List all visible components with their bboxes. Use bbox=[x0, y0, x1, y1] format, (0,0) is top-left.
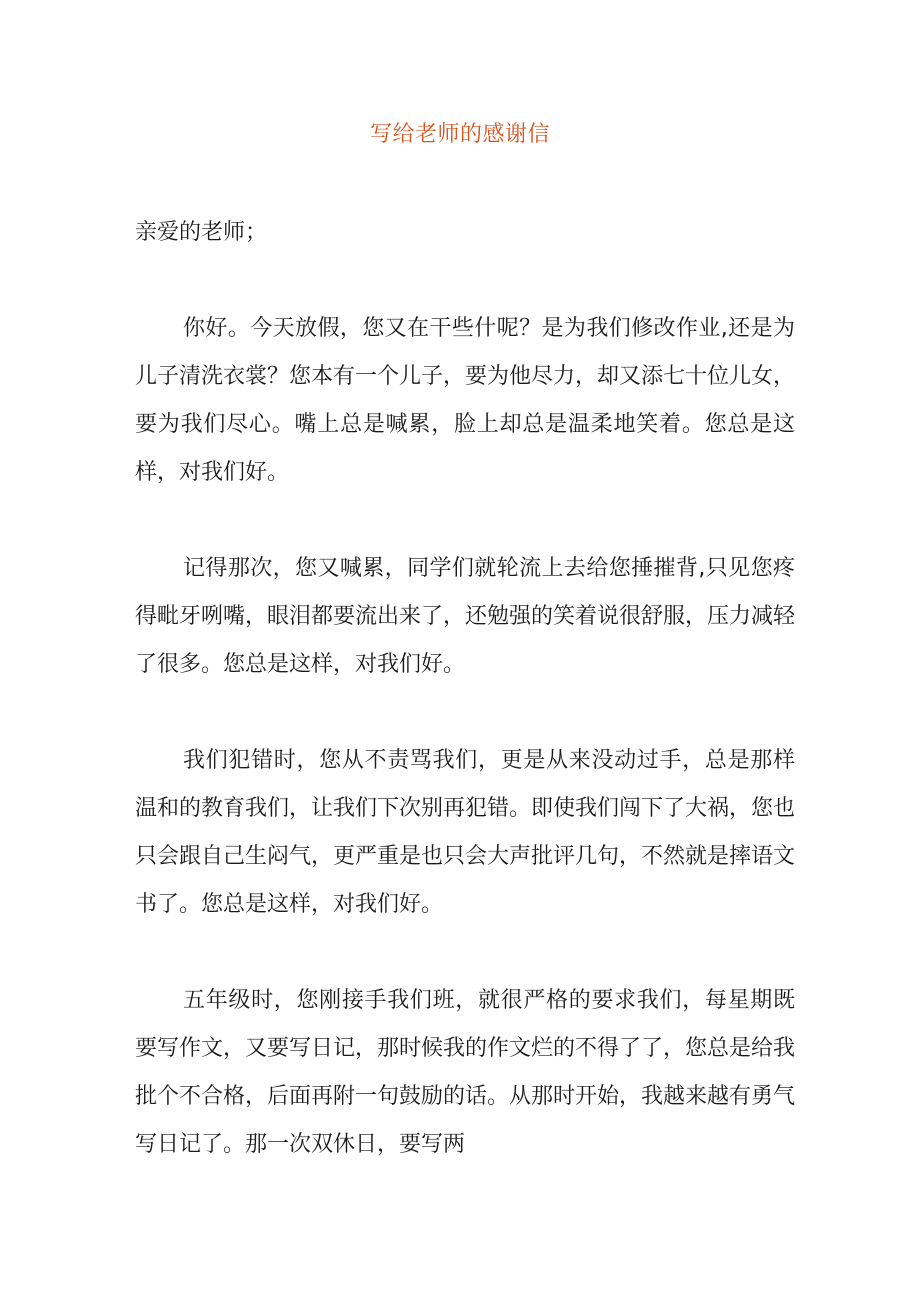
paragraph-2: 记得那次，您又喊累，同学们就轮流上去给您捶摧背,只见您疼得毗牙咧嘴，眼泪都要流出来了，还勉强的笑着说很舒服，压力减轻了很多。您总是这样，对我们好。 bbox=[135, 556, 796, 677]
paragraph-4: 五年级时，您刚接手我们班，就很严格的要求我们，每星期既要写作文，又要写日记，那时候我的作文烂的不得了了，您总是给我批个不合格，后面再附一句鼓励的话。从那时开始，我越来越有勇气写日记了。那一次双休日，要写两 bbox=[135, 988, 796, 1157]
document-title: 写给老师的感谢信 bbox=[369, 122, 550, 147]
salutation: 亲爱的老师； bbox=[135, 220, 268, 245]
paragraph-3: 我们犯错时，您从不责骂我们，更是从来没动过手，总是那样温和的教育我们，让我们下次别再犯错。即使我们闯下了大祸，您也只会跟自己生闷气，更严重是也只会大声批评几句，不然就是摔语文书了。您总是这样，对我们好。 bbox=[135, 748, 796, 917]
paragraph-1: 你好。今天放假，您又在干些什呢？是为我们修改作业,还是为儿子清洗衣裳？您本有一个儿子，要为他尽力，却又添七十位儿女，要为我们尽心。嘴上总是喊累，脸上却总是温柔地笑着。您总是这样，对我们好。 bbox=[135, 316, 796, 485]
